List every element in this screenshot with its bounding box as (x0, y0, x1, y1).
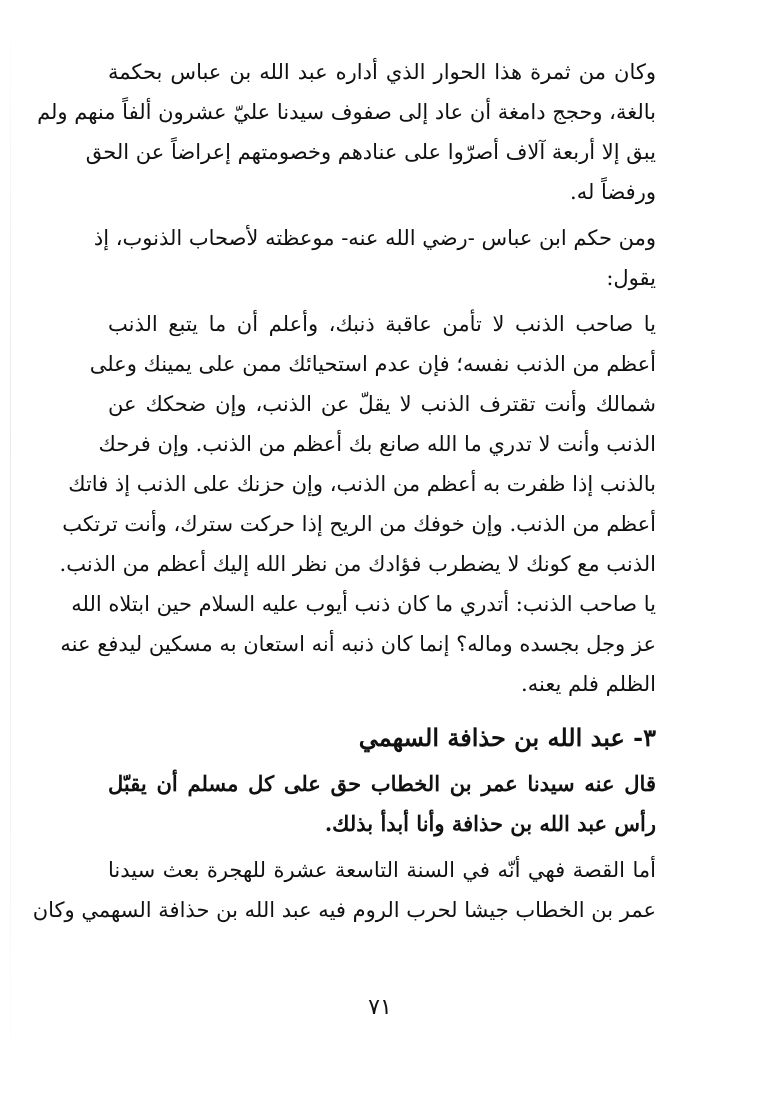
text-line: قال عنه سيدنا عمر بن الخطاب حق على كل مسلم أن يقبّل (108, 771, 656, 796)
text-line: عمر بن الخطاب جيشا لحرب الروم فيه عبد الله بن حذافة السهمي وكان (32, 898, 656, 922)
page-body (32, 52, 656, 930)
text-line: شمالك وأنت تقترف الذنب لا يقلّ عن الذنب، وإن ضحكك عن (108, 392, 656, 416)
text-line: أعظم من الذنب. وإن خوفك من الريح إذا حركت سترك، وأنت ترتكب (62, 512, 656, 536)
text-line: بالغة، وحجج دامغة أن عاد إلى صفوف سيدنا عليّ عشرون ألفاً منهم ولم (37, 100, 656, 124)
scan-shadow-edge (10, 0, 11, 1094)
text-line: يا صاحب الذنب لا تأمن عاقبة ذنبك، وأعلم أن ما يتبع الذنب (108, 312, 656, 336)
text-line: ورفضاً له. (570, 180, 656, 204)
text-line: أعظم من الذنب نفسه؛ فإن عدم استحيائك ممن على يمينك وعلى (89, 352, 656, 376)
text-line: يبق إلا أربعة آلاف أصرّوا على عنادهم وخصومتهم إعراضاً عن الحق (85, 140, 656, 164)
text-line: يا صاحب الذنب: أتدري ما كان ذنب أيوب عليه السلام حين ابتلاه الله (71, 592, 656, 616)
paragraph-ibn-abbas-intro (93, 218, 656, 298)
text-line: أما القصة فهي أنّه في السنة التاسعة عشرة للهجرة بعث سيدنا (108, 858, 656, 882)
text-line: الظلم فلم يعنه. (521, 672, 656, 696)
text-line: بالذنب إذا ظفرت به أعظم من الذنب، وإن حزنك على الذنب إذ فاتك (68, 472, 656, 496)
paragraph-sermon (59, 304, 656, 584)
paragraph-ayyub (60, 584, 656, 704)
text-line: عز وجل بجسده وماله؟ إنما كان ذنبه أنه استعان به مسكين ليدفع عنه (60, 632, 656, 656)
text-line: وكان من ثمرة هذا الحوار الذي أداره عبد الله بن عباس بحكمة (108, 60, 656, 84)
paragraph-story-start (32, 850, 656, 930)
page-number: ٧١ (368, 995, 392, 1020)
text-line: ومن حكم ابن عباس -رضي الله عنه- موعظته لأصحاب الذنوب، إذ (93, 226, 656, 250)
text-line: الذنب وأنت لا تدري ما الله صانع بك أعظم من الذنب. وإن فرحك (98, 432, 656, 456)
text-line: الذنب مع كونك لا يضطرب فؤادك من نظر الله إليك أعظم من الذنب. (59, 552, 656, 576)
text-line: يقول: (606, 266, 656, 290)
text-line: رأس عبد الله بن حذافة وأنا أبدأ بذلك. (324, 811, 656, 836)
paragraph-dialogue-outcome (37, 52, 656, 212)
section-heading: ٣- عبد الله بن حذافة السهمي (358, 723, 656, 752)
paragraph-umar-quote (108, 764, 656, 844)
